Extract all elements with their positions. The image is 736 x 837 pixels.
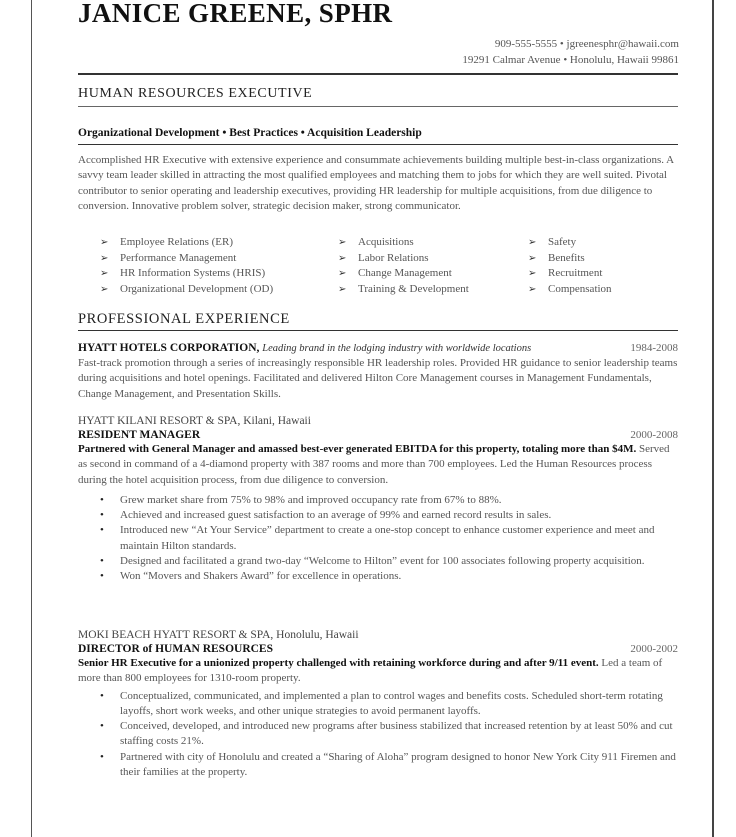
achievement-item: • Conceived, developed, and introduced new programs after business stabilized that increased retention by at least 50% and cut staffing costs 21%.	[100, 720, 673, 748]
employer-header	[78, 341, 678, 356]
skills-column-1	[100, 235, 273, 297]
candidate-name: JANICE GREENE, SPHR	[78, 0, 393, 28]
skill-item: ➢ Benefits	[528, 251, 612, 267]
employer-tagline: Leading brand in the lodging industry with worldwide locations	[262, 343, 532, 354]
skills-column-2	[338, 235, 469, 297]
bullet-icon: •	[100, 570, 104, 583]
skill-item: ➢ Performance Management	[100, 251, 273, 267]
employer-dates: 1984-2008	[630, 342, 678, 354]
bullet-icon: •	[100, 509, 104, 522]
employer-description: Fast-track promotion through a series of increasingly responsible HR leadership roles. Provided HR guidance to senior leadership teams during acquisitions and hotel openings. Facilitated and delivered Hilton Core Management courses in Management Fundamentals, Change Management, and Presentation Skills.	[78, 357, 678, 400]
position-summary	[78, 442, 678, 488]
achievement-item: • Conceptualized, communicated, and implemented a plan to control wages and benefits costs. Scheduled short-term rotating layoffs, short work weeks, and other unique strategies to avoid permanent layoffs.	[100, 689, 663, 717]
employer-hyatt	[78, 341, 678, 402]
achievement-list	[78, 493, 678, 585]
skill-item: ➢ Training & Development	[338, 282, 469, 298]
page-edge-right	[712, 0, 714, 837]
skill-item: ➢ Organizational Development (OD)	[100, 282, 273, 298]
position-location: HYATT KILANI RESORT & SPA, Kilani, Hawaii	[78, 415, 311, 427]
bullet-icon: •	[100, 555, 104, 568]
position-dates: 2000-2002	[630, 643, 678, 655]
arrow-icon: ➢	[338, 283, 347, 295]
position-moki	[78, 628, 678, 780]
achievement-item: • Grew market share from 75% to 98% and improved occupancy rate from 67% to 88%.	[78, 493, 678, 508]
arrow-icon: ➢	[100, 283, 109, 295]
skill-item: ➢ Safety	[528, 235, 612, 251]
skills-column-3	[528, 235, 612, 297]
experience-rule	[78, 330, 678, 331]
arrow-icon: ➢	[528, 268, 537, 279]
arrow-icon: ➢	[528, 283, 537, 295]
headline-rule	[78, 106, 678, 107]
skill-item: ➢ Employee Relations (ER)	[100, 235, 273, 251]
skill-item: ➢ Compensation	[528, 282, 612, 298]
achievement-item: • Introduced new “At Your Service” department to create a one-stop concept to enhance customer experience and meet and maintain Hilton standards.	[100, 524, 655, 552]
position-header	[78, 642, 678, 656]
arrow-icon: ➢	[528, 252, 537, 264]
bullet-icon: •	[100, 524, 104, 537]
position-summary-text: Led a team of more than 800 employees for 1310-room property.	[78, 657, 663, 685]
skill-item: ➢ Change Management	[338, 266, 469, 282]
header-rule	[78, 73, 678, 75]
position-summary	[78, 656, 678, 687]
skill-item: ➢ Acquisitions	[338, 235, 469, 251]
arrow-icon: ➢	[338, 252, 347, 264]
position-dates: 2000-2008	[630, 429, 678, 441]
achievement-item: • Designed and facilitated a grand two-day “Welcome to Hilton” event for 100 associates following property acquisition.	[78, 554, 678, 569]
bullet-icon: •	[100, 750, 104, 763]
contact-address: 19291 Calmar Avenue • Honolulu, Hawaii 99861	[462, 54, 679, 66]
arrow-icon: ➢	[100, 252, 109, 264]
skill-item: ➢ Recruitment	[528, 266, 612, 282]
arrow-icon: ➢	[338, 237, 347, 248]
position-location: MOKI BEACH HYATT RESORT & SPA, Honolulu, Hawaii	[78, 629, 359, 641]
employer-name: HYATT HOTELS CORPORATION,	[78, 342, 260, 354]
achievement-item: • Achieved and increased guest satisfaction to an average of 99% and earned record results in sales.	[78, 508, 678, 523]
skill-item: ➢ HR Information Systems (HRIS)	[100, 266, 273, 282]
specialties-rule	[78, 144, 678, 145]
achievement-item: • Partnered with city of Honolulu and created a “Sharing of Aloha” program designed to honor New York City 911 Firemen and their families at the property.	[100, 750, 676, 779]
bullet-icon: •	[100, 493, 104, 506]
position-kilani	[78, 414, 678, 585]
specialties-line: Organizational Development • Best Practices • Acquisition Leadership	[78, 127, 422, 139]
position-title: RESIDENT MANAGER	[78, 429, 201, 441]
position-title: DIRECTOR of HUMAN RESOURCES	[78, 643, 273, 655]
headline-title: HUMAN RESOURCES EXECUTIVE	[78, 86, 313, 101]
achievement-item: • Won “Movers and Shakers Award” for excellence in operations.	[78, 569, 678, 584]
bullet-icon: •	[100, 689, 104, 702]
arrow-icon: ➢	[528, 237, 537, 248]
summary-paragraph: Accomplished HR Executive with extensive experience and consummate achievements building multiple best-in-class organizations. A savvy team leader skilled in attracting the most qualified employees and matching them to jobs for which they are well suited. Pivotal contributor to senior operating and leadership executives, providing HR leadership for multiple acquisitions, from due diligence to conversion. Innovative problem solver, strategic decision maker, strong communicator.	[78, 154, 674, 212]
skill-item: ➢ Labor Relations	[338, 251, 469, 267]
position-summary-highlight: Senior HR Executive for a unionized property challenged with retaining workforce during and after 9/11 event.	[78, 657, 599, 669]
page-edge-left	[31, 0, 32, 837]
arrow-icon: ➢	[338, 268, 347, 279]
position-summary-highlight: Partnered with General Manager and amassed best-ever generated EBITDA for this property, totaling more than $4M.	[78, 443, 637, 455]
achievement-list	[78, 689, 678, 781]
bullet-icon: •	[100, 720, 104, 733]
position-header	[78, 428, 678, 442]
experience-heading: PROFESSIONAL EXPERIENCE	[78, 311, 290, 327]
arrow-icon: ➢	[100, 237, 109, 248]
arrow-icon: ➢	[100, 268, 109, 279]
position-summary-text: Served as second in command of a 4-diamond property with 387 rooms and more than 700 employees. Led the Human Resources process during the hotel acquisition process, from due diligence to conversion.	[78, 443, 670, 486]
contact-phone-email: 909-555-5555 • jgreenesphr@hawaii.com	[494, 38, 679, 50]
